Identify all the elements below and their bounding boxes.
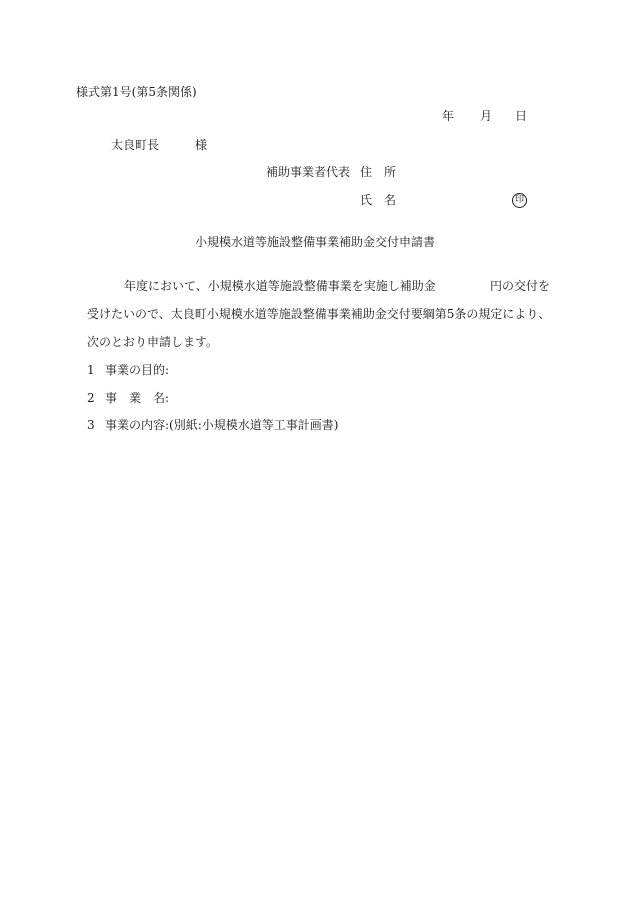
addressee-honorific: 様 [195,138,208,152]
item-1-number: 1 [87,363,95,377]
item-3-label: 事業の内容:(別紙:小規模水道等工事計画書) [105,418,339,432]
body-line-1a: 年度において、小規模水道等施設整備事業を実施し補助金 [124,279,436,293]
body-line-2: 受けたいので、太良町小規模水道等施設整備事業補助金交付要綱第5条の規定により、 [87,307,551,321]
body-line-3: 次のとおり申請します。 [87,335,219,349]
addressee-name: 太良町長 [111,138,160,152]
seal-mark: 印 [512,193,527,208]
date-day-label: 日 [515,109,528,123]
body-line-1b: 円の交付を [490,279,551,293]
item-2-label: 事 業 名: [105,391,170,405]
document-title: 小規模水道等施設整備事業補助金交付申請書 [195,235,436,249]
applicant-address-label: 住 所 [360,165,397,179]
item-3-number: 3 [87,418,95,432]
applicant-role-label: 補助事業者代表 [266,165,351,179]
form-number-label: 様式第1号(第5条関係) [76,85,197,99]
item-2-number: 2 [87,391,95,405]
date-month-label: 月 [480,109,493,123]
item-1-label: 事業の目的: [105,363,170,377]
applicant-name-label: 氏 名 [360,193,397,207]
date-year-label: 年 [442,109,455,123]
